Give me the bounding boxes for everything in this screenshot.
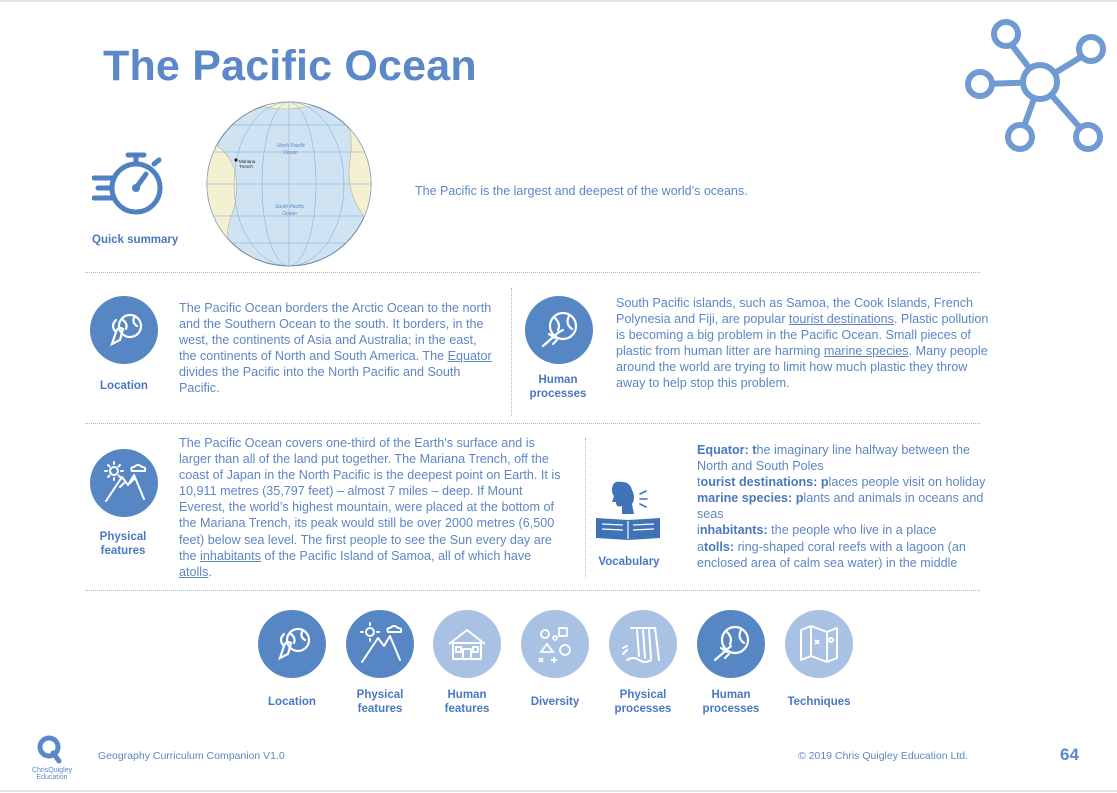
network-icon — [960, 14, 1110, 164]
physical-features-text: The Pacific Ocean covers one-third of the Earth's surface and is larger than all of the land put together. The Mariana Trench, off the coast of Japan in the North Pacific is the deepest point on Earth. It is 10,911 metres (35,797 feet) – almost 7 miles – deep. If Mount Everest, the world’s highest mountain, were placed at the bottom of the Mariana Trench, its peak would still be over 2000 metres (6,500 feet) below sea level. The first people to see the Sun every day are the inhabitants of the Pacific Island of Samoa, all of which have atolls. — [179, 436, 561, 579]
mountain-icon — [346, 610, 414, 678]
inhabitants-term: inhabitants — [200, 548, 261, 563]
map-icon — [785, 610, 853, 678]
nav-human-processes[interactable] — [697, 610, 765, 678]
waterfall-icon — [609, 610, 677, 678]
divider — [85, 590, 980, 591]
house-icon — [433, 610, 501, 678]
nav-location-label[interactable]: Location — [268, 696, 316, 708]
tourist-destinations-term: tourist destinations — [788, 312, 894, 327]
nav-techniques[interactable] — [785, 610, 853, 678]
human-processes-circle — [525, 296, 593, 364]
equator-term: Equator — [447, 349, 492, 364]
nav-physical-features-label[interactable]: Physical features — [356, 689, 404, 715]
nav-human-processes-label[interactable]: Human processes — [702, 689, 760, 715]
plane-globe-icon — [697, 610, 765, 678]
footer-title: Geography Curriculum Companion V1.0 — [98, 750, 285, 762]
location-text: The Pacific Ocean borders the Arctic Ocean to the north and the Southern Ocean to the south. It borders, in the west, the continents of Asia and Australia; in the east, the continents of North and South America. The Equator divides the Pacific into the North Pacific and South Pacific. — [179, 301, 492, 396]
location-circle — [90, 296, 158, 364]
nav-location[interactable] — [258, 610, 326, 678]
mountain-icon — [90, 449, 158, 517]
marine-species-term: marine species — [823, 344, 909, 359]
divider-vertical — [585, 438, 586, 578]
svg-text:Ocean: Ocean — [283, 150, 298, 156]
book-speaker-icon — [592, 478, 664, 544]
nav-physical-features[interactable] — [346, 610, 414, 678]
globe-label-trench: Mariana — [239, 159, 256, 164]
human-processes-text: South Pacific islands, such as Samoa, the Cook Islands, French Polynesia and Fiji, are popular tourist destinations. Plastic pollution is becoming a big problem in the Pacific Ocean. Small pieces of plastic from human litter are harming marine species. Many people around the world are trying to limit how much plastic they throw away to help stop this problem. — [616, 296, 989, 391]
vocabulary-label: Vocabulary — [598, 556, 660, 568]
location-label: Location — [100, 380, 148, 392]
shapes-icon — [521, 610, 589, 678]
nav-physical-processes-label[interactable]: Physical processes — [614, 689, 672, 715]
quick-summary-label: Quick summary — [92, 234, 179, 246]
pacific-globe-map — [205, 100, 373, 268]
location-icon — [90, 296, 158, 364]
atolls-term: atolls — [179, 564, 209, 579]
nav-physical-processes[interactable] — [609, 610, 677, 678]
physical-features-circle — [90, 449, 158, 517]
human-processes-label: Human processes — [529, 374, 587, 400]
globe-label-south: South Pacific — [275, 204, 305, 210]
divider — [85, 272, 980, 273]
nav-diversity[interactable] — [521, 610, 589, 678]
top-border — [0, 0, 1117, 2]
page-title: The Pacific Ocean — [103, 42, 477, 90]
physical-features-label: Physical features — [99, 531, 147, 557]
nav-techniques-label[interactable]: Techniques — [787, 696, 851, 708]
vocabulary-text: Equator: the imaginary line halfway between the North and South Poles tourist destinations: places people visit on holiday marine species: plants and animals in oceans and seas inhabitants: the people who live in a place atolls: ring-shaped coral reefs with a lagoon (an enclosed area of calm sea water) in the middle — [697, 443, 986, 570]
globe-label-north: North Pacific — [277, 143, 306, 149]
nav-human-features-label[interactable]: Human features — [444, 689, 490, 715]
svg-text:Trench: Trench — [239, 164, 253, 169]
quick-summary-text: The Pacific is the largest and deepest of the world’s oceans. — [415, 184, 748, 198]
stopwatch-icon — [92, 150, 172, 222]
divider-vertical — [511, 288, 512, 416]
divider — [85, 423, 980, 424]
bottom-border — [0, 790, 1117, 792]
nav-human-features[interactable] — [433, 610, 501, 678]
nav-diversity-label[interactable]: Diversity — [530, 696, 580, 708]
logo-text: ChrisQuigley Education — [31, 767, 73, 781]
footer-copyright: © 2019 Chris Quigley Education Ltd. — [798, 750, 968, 762]
location-icon — [258, 610, 326, 678]
plane-globe-icon — [525, 296, 593, 364]
svg-text:Ocean: Ocean — [282, 211, 297, 217]
page-number: 64 — [1060, 745, 1079, 764]
